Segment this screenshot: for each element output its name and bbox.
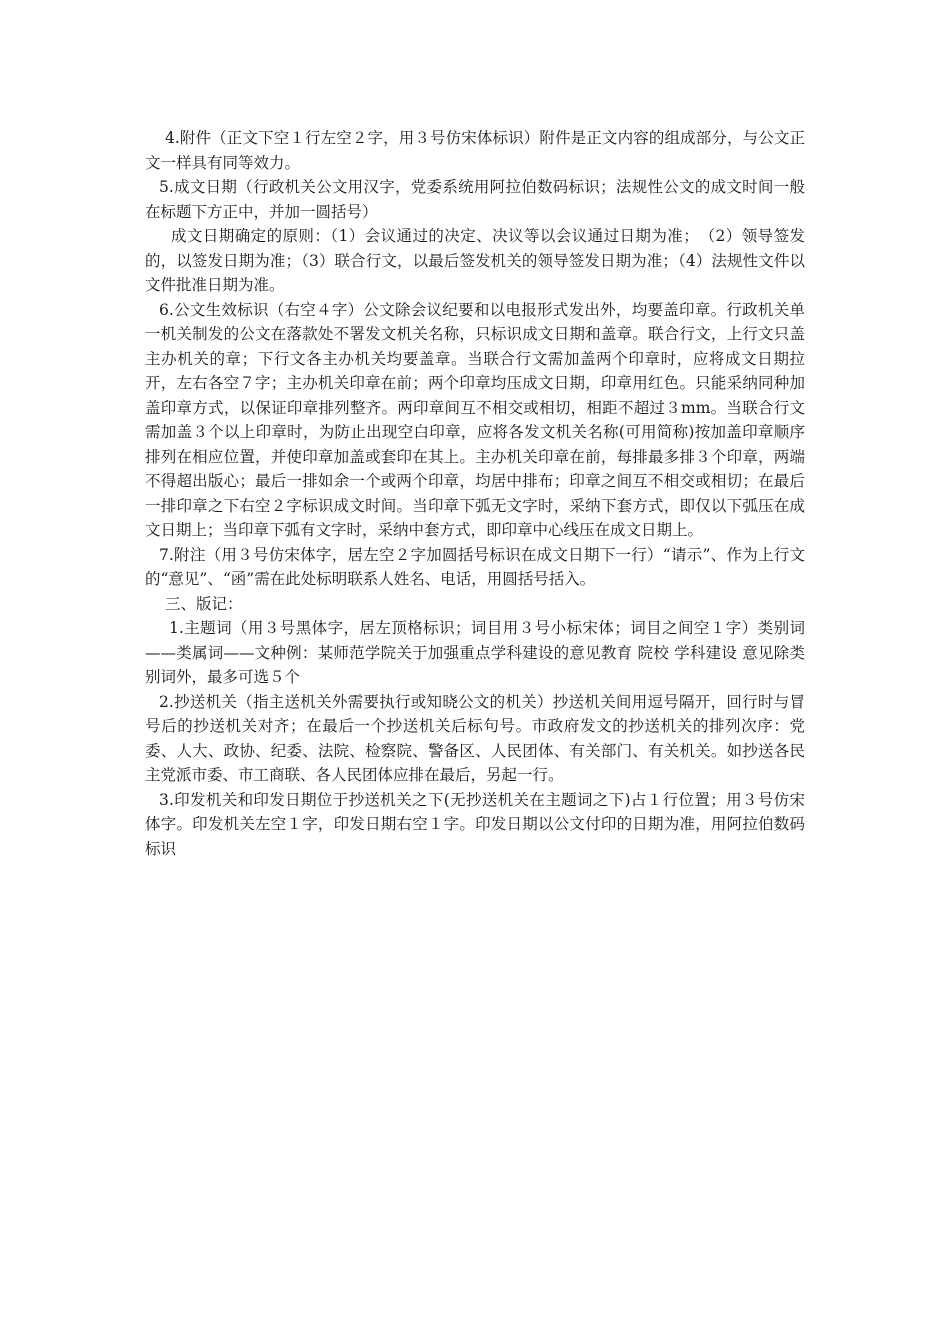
paragraph-date-principles: 成文日期确定的原则：（1）会议通过的决定、决议等以会议通过日期为准； （2）领导签发的，以签发日期为准；（3）联合行文，以最后签发机关的领导签发日期为准；（4）法规性文件以文件批准日期为准。 bbox=[145, 227, 805, 294]
paragraph-note: 7.附注（用３号仿宋体字，居左空２字加圆括号标识在成文日期下一行）“请示”、作为上行文的“意见”、“函”需在此处标明联系人姓名、电话，用圆括号括入。 bbox=[145, 545, 805, 588]
paragraph-seal: 6.公文生效标识（右空４字）公文除会议纪要和以电报形式发出外，均要盖印章。行政机关单一机关制发的公文在落款处不署发文机关名称，只标识成文日期和盖章。联合行文，上行文只盖主办机关的章；下行文各主办机关均要盖章。当联合行文需加盖两个印章时，应将成文日期拉开，左右各空７字；主办机关印章在前；两个印章均压成文日期，印章用红色。只能采纳同种加盖印章方式，以保证印章排列整齐。两印章间互不相交或相切，相距不超过３mm。当联合行文需加盖３个以上印章时，为防止出现空白印章，应将各发文机关名称(可用简称)按加盖印章顺序排列在相应位置，并使印章加盖或套印在其上。主办机关印章在前，每排最多排３个印章，两端不得超出版心；最后一排如余一个或两个印章，均居中排布；印章之间互不相交或相切；在最后一排印章之下右空２字标识成文时间。当印章下弧无文字时，采纳下套方式，即仅以下弧压在成文日期上；当印章下弧有文字时，采纳中套方式，即印章中心线压在成文日期上。 bbox=[145, 300, 805, 539]
paragraph-subject-words: 1.主题词（用３号黑体字，居左顶格标识；词目用３号小标宋体；词目之间空１字）类别词——类属词——文种例：某师范学院关于加强重点学科建设的意见教育 院校 学科建设 意见除类别词外，最多可选５个 bbox=[145, 619, 805, 686]
section-heading-version: 三、版记： bbox=[165, 594, 243, 613]
paragraph-attachment: 4.附件（正文下空１行左空２字，用３号仿宋体标识）附件是正文内容的组成部分，与公文正文一样具有同等效力。 bbox=[145, 129, 805, 172]
paragraph-issuer: 3.印发机关和印发日期位于抄送机关之下(无抄送机关在主题词之下)占１行位置；用３号仿宋体字。印发机关左空１字，印发日期右空１字。印发日期以公文付印的日期为准，用阿拉伯数码标识 bbox=[145, 790, 805, 858]
document-body bbox=[145, 126, 805, 861]
paragraph-cc: 2.抄送机关（指主送机关外需要执行或知晓公文的机关）抄送机关间用逗号隔开，回行时与冒号后的抄送机关对齐；在最后一个抄送机关后标句号。市政府发文的抄送机关的排列次序：党委、人大、政协、纪委、法院、检察院、警备区、人民团体、有关部门、有关机关。如抄送各民主党派市委、市工商联、各人民团体应排在最后，另起一行。 bbox=[145, 692, 805, 784]
paragraph-date: 5.成文日期（行政机关公文用汉字，党委系统用阿拉伯数码标识；法规性公文的成文时间一般在标题下方正中，并加一圆括号） bbox=[145, 178, 805, 221]
